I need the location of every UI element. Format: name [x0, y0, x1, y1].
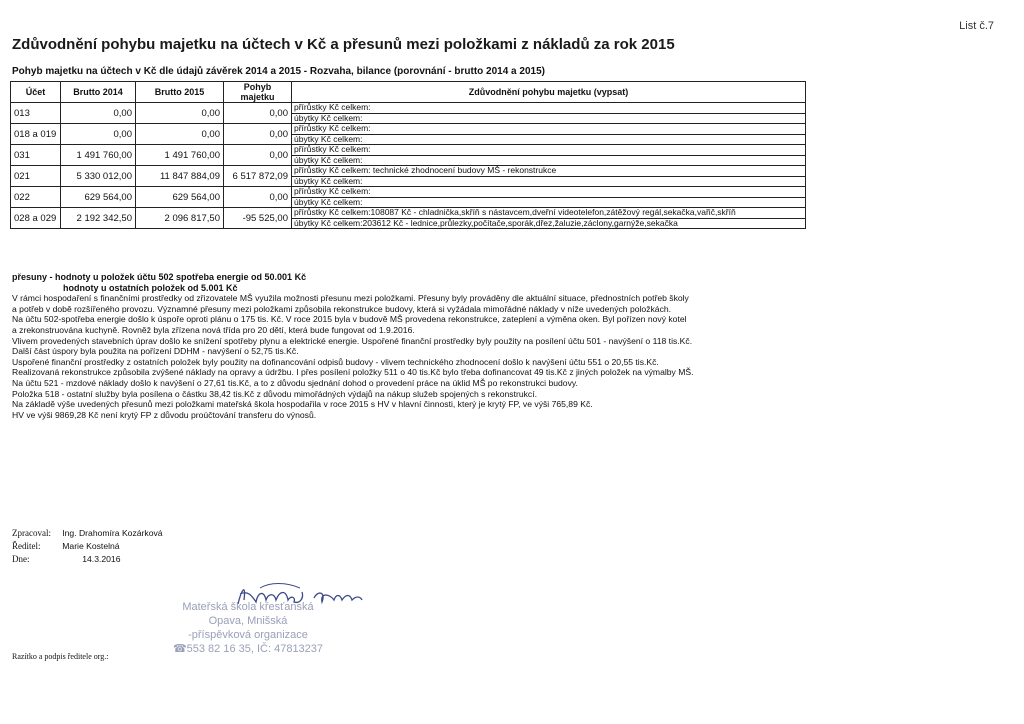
- transfer-threshold-energy: přesuny - hodnoty u položek účtu 502 spotřeba energie od 50.001 Kč: [12, 272, 307, 282]
- asset-movement-table: [10, 81, 806, 229]
- cell-justification: [292, 208, 806, 229]
- director-label: Ředitel:: [12, 541, 41, 551]
- cell-account: 022: [11, 187, 61, 208]
- date: [12, 554, 120, 564]
- sheet-number: List č.7: [959, 20, 994, 32]
- stamp-line-1: Mateřská škola křesťanská: [182, 601, 314, 613]
- cell-account: 021: [11, 166, 61, 187]
- stamp-label: Razítko a podpis ředitele org.:: [12, 652, 109, 661]
- stamp-line-2: Opava, Mnišská: [208, 615, 288, 627]
- decrease-line: úbytky Kč celkem:: [294, 134, 363, 144]
- cell-movement: 0,00: [224, 124, 292, 145]
- cell-brutto-2014: 5 330 012,00: [61, 166, 136, 187]
- table-row: [11, 208, 806, 229]
- cell-account: 018 a 019: [11, 124, 61, 145]
- cell-justification: [292, 124, 806, 145]
- paragraph: Na základě výše uvedených přesunů mezi položkami mateřská škola hospodařila v roce 2015 s HV v hlavní činnosti, který je krytý FP, ve výši 765,89 Kč.: [12, 399, 593, 410]
- prepared-value: Ing. Drahomíra Kozárková: [62, 528, 163, 538]
- header-brutto-2015: Brutto 2015: [136, 82, 224, 103]
- increase-line: přírůstky Kč celkem: technické zhodnocení budovy MŠ - rekonstrukce: [292, 166, 805, 177]
- cell-justification: [292, 166, 806, 187]
- increase-line: přírůstky Kč celkem:: [292, 103, 805, 114]
- justification-text: [12, 272, 792, 420]
- paragraph: Položka 518 - ostatní služby byla posílena o částku 38,42 tis.Kč z důvodu mimořádných výdajů na nákup služeb spojených s rekonstrukcí.: [12, 388, 537, 399]
- cell-brutto-2015: 11 847 884,09: [136, 166, 224, 187]
- decrease-line: úbytky Kč celkem:: [294, 176, 363, 186]
- table-subtitle: Pohyb majetku na účtech v Kč dle údajů závěrek 2014 a 2015 - Rozvaha, bilance (porovnání - brutto 2014 a 2015): [12, 66, 545, 77]
- cell-brutto-2015: 0,00: [136, 103, 224, 124]
- date-label: Dne:: [12, 554, 30, 564]
- cell-brutto-2015: 1 491 760,00: [136, 145, 224, 166]
- increase-line: přírůstky Kč celkem:: [292, 124, 805, 135]
- cell-brutto-2015: 629 564,00: [136, 187, 224, 208]
- paragraph: Další část úspory byla použita na pořízení DDHM - navýšení o 52,75 tis.Kč.: [12, 346, 299, 357]
- cell-movement: 0,00: [224, 187, 292, 208]
- table-row: [11, 187, 806, 208]
- prepared-by: [12, 528, 163, 538]
- cell-brutto-2014: 2 192 342,50: [61, 208, 136, 229]
- stamp-line-4: ☎553 82 16 35, IČ: 47813237: [172, 643, 324, 655]
- header-justification: Zdůvodnění pohybu majetku (vypsat): [292, 82, 806, 103]
- date-value: 14.3.2016: [82, 554, 121, 564]
- director: [12, 541, 120, 551]
- increase-line: přírůstky Kč celkem:: [292, 145, 805, 156]
- paragraph: Realizovaná rekonstrukce způsobila zvýšené náklady na opravy a údržbu. I přes posílení položky 511 o 40 tis.Kč bylo třeba dofinancovat 49 tis.Kč z jiných položek na výmalby MŠ.: [12, 367, 694, 378]
- paragraph: V rámci hospodaření s finančními prostředky od zřizovatele MŠ využila možnosti přesunu mezi položkami. Přesuny byly prováděny dle aktuální situace, přednostních potřeb školy: [12, 293, 689, 304]
- prepared-label: Zpracoval:: [12, 528, 51, 538]
- decrease-line: úbytky Kč celkem:: [294, 155, 363, 165]
- table-row: [11, 124, 806, 145]
- cell-brutto-2014: 0,00: [61, 103, 136, 124]
- cell-brutto-2015: 0,00: [136, 124, 224, 145]
- paragraph: Na účtu 521 - mzdové náklady došlo k navýšení o 27,61 tis.Kč, a to z důvodu sjednání dohod o provedení práce na úklid MŠ po rekonstrukci budovy.: [12, 377, 578, 388]
- stamp-line-3: -příspěvková organizace: [188, 629, 308, 641]
- cell-movement: -95 525,00: [224, 208, 292, 229]
- cell-brutto-2014: 0,00: [61, 124, 136, 145]
- header-movement: Pohyb majetku: [224, 82, 292, 103]
- table-row: [11, 103, 806, 124]
- paragraph: Uspořené finanční prostředky z ostatních položek byly použity na dofinancování odpisů budovy - vlivem technického zhodnocení došlo k navýšení účtu 551 o 20,55 tis.Kč.: [12, 356, 659, 367]
- cell-movement: 0,00: [224, 145, 292, 166]
- cell-account: 013: [11, 103, 61, 124]
- official-stamp: [158, 600, 338, 656]
- table-row: [11, 145, 806, 166]
- paragraph: Vlivem provedených stavebních úprav došlo ke snížení spotřeby plynu a elektrické energie. Uspořené finanční prostředky byly použity na posílení účtu 501 - navýšení o 118 tis.Kč.: [12, 335, 693, 346]
- paragraph: Na účtu 502-spotřeba energie došlo k úspoře oproti plánu o 175 tis. Kč. V roce 2015 byla v budově MŠ provedena rekonstrukce, zateplení a výměna oken. Byl pořízen nový kotel: [12, 314, 687, 325]
- cell-movement: 0,00: [224, 103, 292, 124]
- decrease-line: úbytky Kč celkem:203612 Kč - lednice,průlezky,počítače,sporák,dřez,žaluzie,záclony,garnýže,sekačka: [294, 218, 678, 228]
- cell-justification: [292, 187, 806, 208]
- cell-account: 028 a 029: [11, 208, 61, 229]
- header-account: Účet: [11, 82, 61, 103]
- cell-brutto-2014: 1 491 760,00: [61, 145, 136, 166]
- header-brutto-2014: Brutto 2014: [61, 82, 136, 103]
- decrease-line: úbytky Kč celkem:: [294, 197, 363, 207]
- director-value: Marie Kostelná: [62, 541, 120, 551]
- paragraph: HV ve výši 9869,28 Kč není krytý FP z důvodu proúčtování transferu do výnosů.: [12, 409, 317, 420]
- cell-justification: [292, 145, 806, 166]
- cell-justification: [292, 103, 806, 124]
- paragraph: a zrekonstruována kuchyně. Rovněž byla zřízena nová třída pro 20 dětí, která bude fungovat od 1.9.2016.: [12, 324, 415, 335]
- cell-movement: 6 517 872,09: [224, 166, 292, 187]
- cell-account: 031: [11, 145, 61, 166]
- decrease-line: úbytky Kč celkem:: [294, 113, 363, 123]
- paragraph: a potřeb v době rozšířeného provozu. Významné přesuny mezi položkami způsobila rekonstrukce budovy, která si vyžádala mimořádné náklady v níže uvedených položkách.: [12, 303, 672, 314]
- document-title: Zdůvodnění pohybu majetku na účtech v Kč a přesunů mezi položkami z nákladů za rok 2015: [12, 36, 675, 53]
- transfer-threshold-other: hodnoty u ostatních položek od 5.001 Kč: [63, 282, 238, 293]
- increase-line: přírůstky Kč celkem:108087 Kč - chladnička,skříň s nástavcem,dveřní videotelefon,zátěžový regál,sekačka,vařič,skříň: [292, 208, 805, 219]
- table-header-row: [11, 82, 806, 103]
- cell-brutto-2014: 629 564,00: [61, 187, 136, 208]
- increase-line: přírůstky Kč celkem:: [292, 187, 805, 198]
- cell-brutto-2015: 2 096 817,50: [136, 208, 224, 229]
- table-row: [11, 166, 806, 187]
